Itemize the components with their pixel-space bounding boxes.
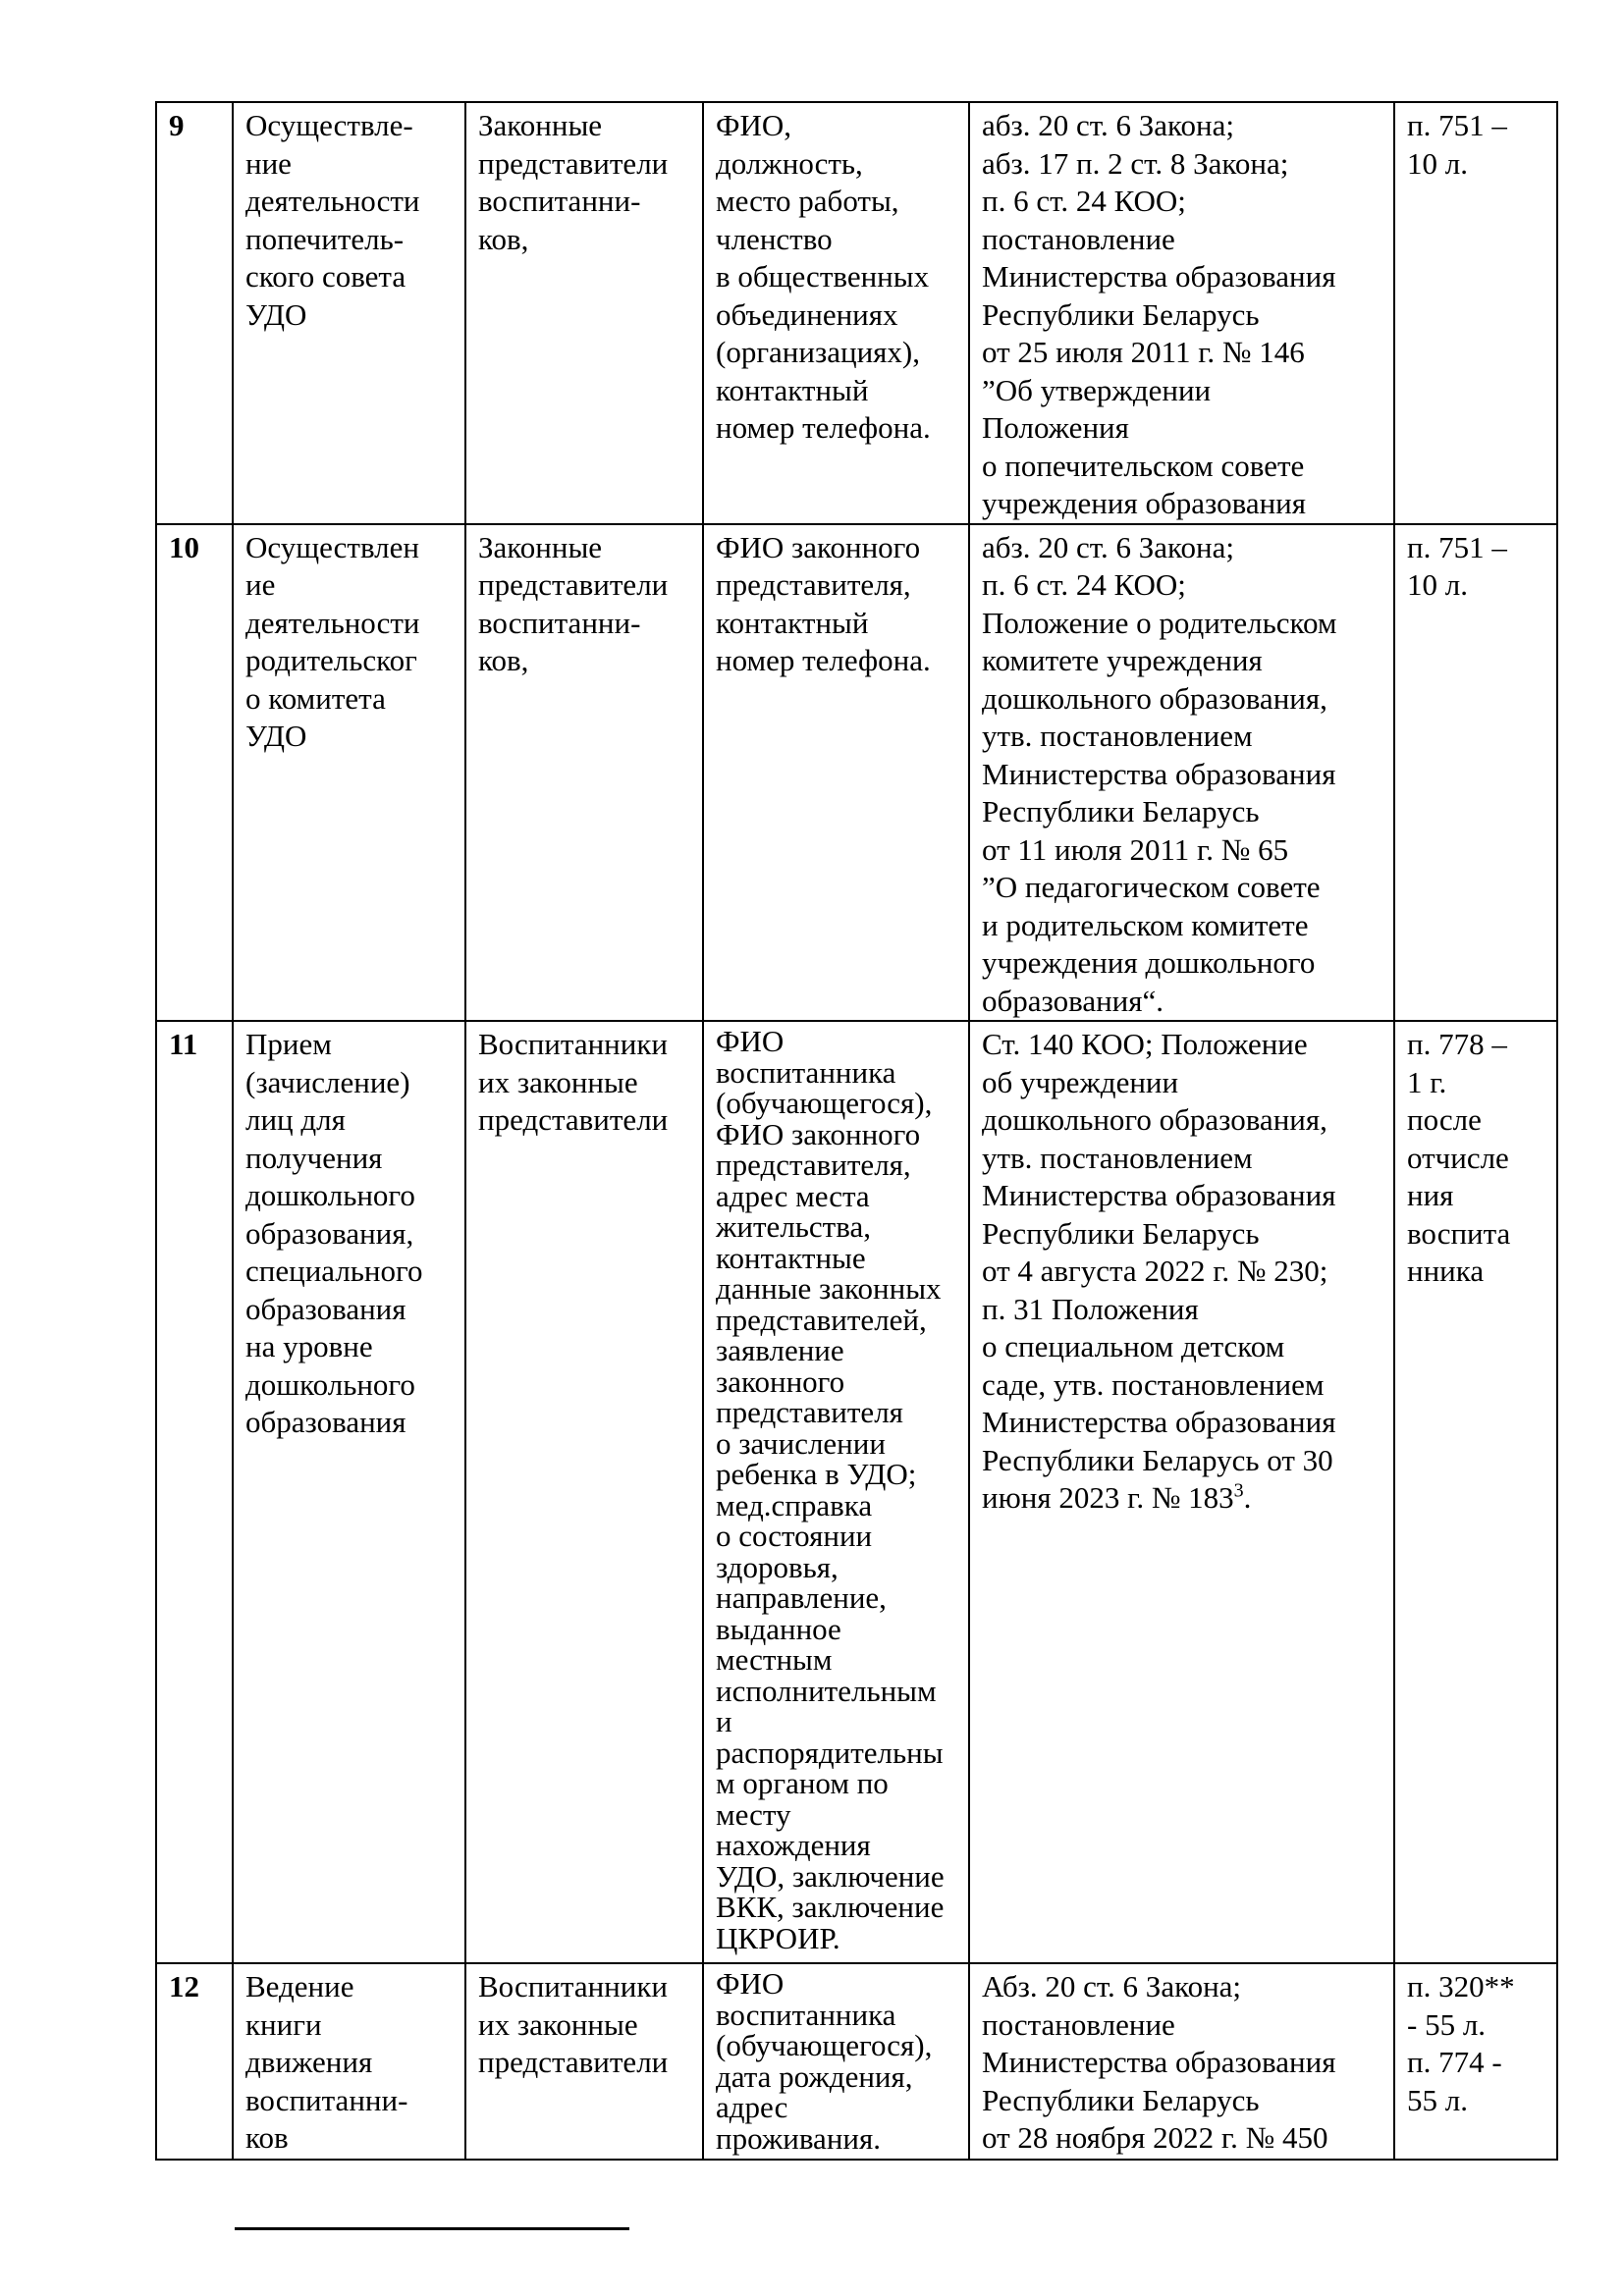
legal-basis-cell: абз. 20 ст. 6 Закона; п. 6 ст. 24 КОО; Положение о родительском комитете учреждения дошкольного образования, утв. постановлением Министерства образования Республики Беларусь от 11 июля 2011 г. № 65 ”О педагогическом совете и родительском комитете учреждения дошкольного образования“. <box>969 524 1394 1022</box>
table-row <box>156 524 1557 1022</box>
legal-basis-cell <box>969 1021 1394 1963</box>
retention-term-cell: п. 751 – 10 л. <box>1394 102 1557 524</box>
process-cell: Ведение книги движения воспитанни- ков <box>233 1963 465 2160</box>
row-number: 11 <box>156 1021 233 1963</box>
legal-basis-end: . <box>1243 1480 1252 1515</box>
subjects-cell: Воспитанники их законные представители <box>465 1963 703 2160</box>
table-row <box>156 102 1557 524</box>
process-cell: Прием (зачисление) лиц для получения дошкольного образования, специального образования на уровне дошкольного образования <box>233 1021 465 1963</box>
data-list-cell: ФИО воспитанника (обучающегося), дата рождения, адрес проживания. <box>703 1963 969 2160</box>
table-row <box>156 1963 1557 2160</box>
row-number: 10 <box>156 524 233 1022</box>
process-cell: Осуществле- ние деятельности попечитель- ского совета УДО <box>233 102 465 524</box>
personal-data-table <box>155 101 1558 2161</box>
data-list-cell: ФИО законного представителя, контактный номер телефона. <box>703 524 969 1022</box>
legal-basis-cell: Абз. 20 ст. 6 Закона; постановление Министерства образования Республики Беларусь от 28 ноября 2022 г. № 450 <box>969 1963 1394 2160</box>
subjects-cell: Воспитанники их законные представители <box>465 1021 703 1963</box>
legal-basis-cell: абз. 20 ст. 6 Закона; абз. 17 п. 2 ст. 8 Закона; п. 6 ст. 24 КОО; постановление Министерства образования Республики Беларусь от 25 июля 2011 г. № 146 ”Об утверждении Положения о попечительском совете учреждения образования <box>969 102 1394 524</box>
data-list-cell: ФИО воспитанника (обучающегося), ФИО законного представителя, адрес места жительства, контактные данные законных представителей, заявление законного представителя о зачислении ребенка в УДО; мед.справка о состоянии здоровья, направление, выданное местным исполнительным и распорядительны м органом по месту нахождения УДО, заключение ВКК, заключение ЦКРОИР. <box>703 1021 969 1963</box>
data-list-cell: ФИО, должность, место работы, членство в общественных объединениях (организациях), контактный номер телефона. <box>703 102 969 524</box>
retention-term-cell: п. 778 – 1 г. после отчисле ния воспита нника <box>1394 1021 1557 1963</box>
retention-term-cell: п. 320** - 55 л. п. 774 - 55 л. <box>1394 1963 1557 2160</box>
process-cell: Осуществлен ие деятельности родительског о комитета УДО <box>233 524 465 1022</box>
subjects-cell: Законные представители воспитанни- ков, <box>465 102 703 524</box>
legal-basis-text: Ст. 140 КОО; Положение об учреждении дошкольного образования, утв. постановлением Министерства образования Республики Беларусь от 4 августа 2022 г. № 230; п. 31 Положения о специальном детском саде, утв. постановлением Министерства образования Республики Беларусь от 30 июня 2023 г. № 183 <box>982 1027 1336 1515</box>
table-row <box>156 1021 1557 1963</box>
row-number: 12 <box>156 1963 233 2160</box>
footnote-ref: 3 <box>1233 1479 1244 1502</box>
footnote-separator <box>235 2227 629 2230</box>
subjects-cell: Законные представители воспитанни- ков, <box>465 524 703 1022</box>
row-number: 9 <box>156 102 233 524</box>
retention-term-cell: п. 751 – 10 л. <box>1394 524 1557 1022</box>
